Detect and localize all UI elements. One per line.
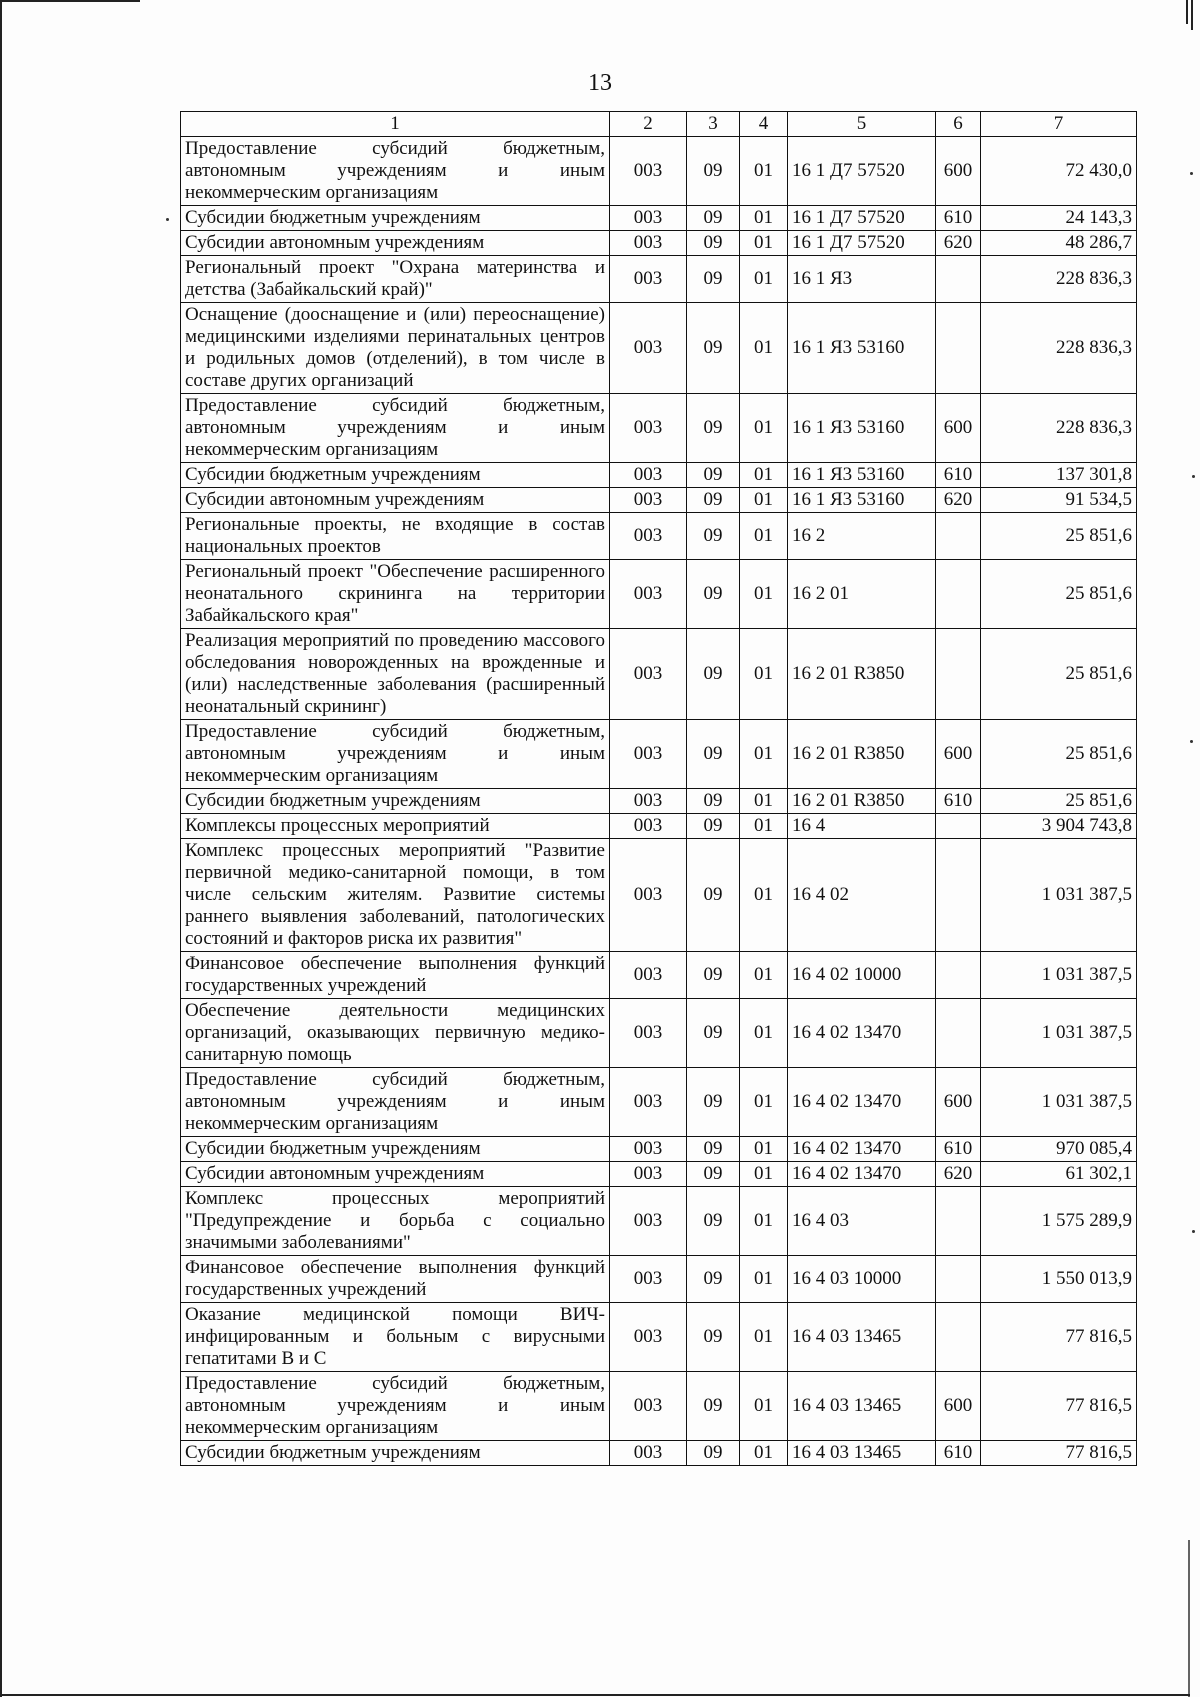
row-expense-type-cell: 600 <box>936 720 981 789</box>
row-subsection-cell: 01 <box>740 1137 788 1162</box>
row-name-cell: Предоставление субсидий бюджетным, автономным учреждениям и иным некоммерческим организациям <box>181 394 610 463</box>
table-row <box>181 1068 1137 1137</box>
row-expense-type-cell <box>936 560 981 629</box>
row-amount-cell: 24 143,3 <box>981 206 1137 231</box>
row-subsection-cell: 01 <box>740 952 788 999</box>
row-amount-cell: 1 031 387,5 <box>981 952 1137 999</box>
row-expense-type-cell: 610 <box>936 789 981 814</box>
scan-speck <box>1192 1230 1195 1233</box>
row-subsection-cell: 01 <box>740 629 788 720</box>
row-subsection-cell: 01 <box>740 488 788 513</box>
row-section-cell: 09 <box>687 999 740 1068</box>
row-name-cell: Субсидии автономным учреждениям <box>181 231 610 256</box>
table-row <box>181 256 1137 303</box>
row-amount-cell: 72 430,0 <box>981 137 1137 206</box>
row-expense-type-cell <box>936 814 981 839</box>
row-name-cell: Финансовое обеспечение выполнения функций государственных учреждений <box>181 1256 610 1303</box>
row-section-cell: 09 <box>687 1372 740 1441</box>
row-amount-cell: 91 534,5 <box>981 488 1137 513</box>
row-subsection-cell: 01 <box>740 789 788 814</box>
row-name-cell: Субсидии бюджетным учреждениям <box>181 1441 610 1466</box>
row-code-cell: 003 <box>610 952 687 999</box>
table-row <box>181 1162 1137 1187</box>
table-row <box>181 1441 1137 1466</box>
row-target-code-cell: 16 4 02 13470 <box>788 1068 936 1137</box>
table-row <box>181 629 1137 720</box>
row-subsection-cell: 01 <box>740 720 788 789</box>
row-name-cell: Региональный проект "Охрана материнства и детства (Забайкальский край)" <box>181 256 610 303</box>
row-expense-type-cell <box>936 1303 981 1372</box>
table-row <box>181 513 1137 560</box>
row-target-code-cell: 16 4 02 13470 <box>788 999 936 1068</box>
row-subsection-cell: 01 <box>740 814 788 839</box>
scan-speck <box>1190 172 1193 175</box>
table-row <box>181 839 1137 952</box>
row-section-cell: 09 <box>687 463 740 488</box>
table-row <box>181 137 1137 206</box>
table-row <box>181 1187 1137 1256</box>
row-expense-type-cell <box>936 629 981 720</box>
row-target-code-cell: 16 4 03 <box>788 1187 936 1256</box>
row-name-cell: Субсидии бюджетным учреждениям <box>181 206 610 231</box>
row-subsection-cell: 01 <box>740 513 788 560</box>
row-target-code-cell: 16 1 Я3 53160 <box>788 303 936 394</box>
row-code-cell: 003 <box>610 1137 687 1162</box>
row-subsection-cell: 01 <box>740 1068 788 1137</box>
table-row <box>181 1256 1137 1303</box>
row-target-code-cell: 16 2 01 R3850 <box>788 789 936 814</box>
row-name-cell: Комплексы процессных мероприятий <box>181 814 610 839</box>
row-amount-cell: 25 851,6 <box>981 789 1137 814</box>
row-section-cell: 09 <box>687 303 740 394</box>
row-code-cell: 003 <box>610 488 687 513</box>
row-code-cell: 003 <box>610 231 687 256</box>
row-target-code-cell: 16 4 <box>788 814 936 839</box>
row-amount-cell: 228 836,3 <box>981 394 1137 463</box>
row-target-code-cell: 16 2 01 R3850 <box>788 629 936 720</box>
row-target-code-cell: 16 1 Я3 53160 <box>788 488 936 513</box>
row-name-cell: Предоставление субсидий бюджетным, автономным учреждениям и иным некоммерческим организациям <box>181 137 610 206</box>
table-row <box>181 560 1137 629</box>
scan-border-left <box>0 0 2 1697</box>
row-name-cell: Реализация мероприятий по проведению массового обследования новорожденных на врожденные и (или) наследственные заболевания (расширенный неонатальный скрининг) <box>181 629 610 720</box>
row-code-cell: 003 <box>610 513 687 560</box>
row-section-cell: 09 <box>687 1068 740 1137</box>
row-expense-type-cell: 610 <box>936 1137 981 1162</box>
row-subsection-cell: 01 <box>740 463 788 488</box>
row-subsection-cell: 01 <box>740 256 788 303</box>
row-section-cell: 09 <box>687 720 740 789</box>
row-expense-type-cell: 600 <box>936 394 981 463</box>
row-section-cell: 09 <box>687 394 740 463</box>
table-row <box>181 1303 1137 1372</box>
row-name-cell: Оказание медицинской помощи ВИЧ-инфицированным и больным с вирусными гепатитами В и С <box>181 1303 610 1372</box>
table-body <box>181 137 1137 1466</box>
row-amount-cell: 48 286,7 <box>981 231 1137 256</box>
row-target-code-cell: 16 1 Я3 53160 <box>788 394 936 463</box>
row-name-cell: Оснащение (дооснащение и (или) переоснащение) медицинскими изделиями перинатальных центров и родильных домов (отделений), в том числе в составе других организаций <box>181 303 610 394</box>
row-code-cell: 003 <box>610 629 687 720</box>
row-target-code-cell: 16 4 02 <box>788 839 936 952</box>
table-row <box>181 999 1137 1068</box>
row-amount-cell: 1 550 013,9 <box>981 1256 1137 1303</box>
row-target-code-cell: 16 4 02 13470 <box>788 1162 936 1187</box>
row-target-code-cell: 16 1 Д7 57520 <box>788 231 936 256</box>
row-subsection-cell: 01 <box>740 1441 788 1466</box>
scan-border-right-2 <box>1191 0 1193 30</box>
row-section-cell: 09 <box>687 137 740 206</box>
row-amount-cell: 137 301,8 <box>981 463 1137 488</box>
row-subsection-cell: 01 <box>740 231 788 256</box>
row-name-cell: Обеспечение деятельности медицинских организаций, оказывающих первичную медико-санитарную помощь <box>181 999 610 1068</box>
scan-border-top <box>0 0 140 2</box>
row-section-cell: 09 <box>687 488 740 513</box>
row-expense-type-cell: 600 <box>936 137 981 206</box>
table-header-row <box>181 112 1137 137</box>
table-row <box>181 814 1137 839</box>
row-amount-cell: 77 816,5 <box>981 1372 1137 1441</box>
column-header: 4 <box>740 112 788 137</box>
row-target-code-cell: 16 1 Я3 53160 <box>788 463 936 488</box>
row-code-cell: 003 <box>610 1441 687 1466</box>
row-name-cell: Субсидии бюджетным учреждениям <box>181 463 610 488</box>
column-header: 2 <box>610 112 687 137</box>
row-amount-cell: 970 085,4 <box>981 1137 1137 1162</box>
row-amount-cell: 228 836,3 <box>981 256 1137 303</box>
row-amount-cell: 77 816,5 <box>981 1441 1137 1466</box>
table-row <box>181 789 1137 814</box>
row-code-cell: 003 <box>610 303 687 394</box>
row-expense-type-cell <box>936 952 981 999</box>
row-section-cell: 09 <box>687 1303 740 1372</box>
row-code-cell: 003 <box>610 1187 687 1256</box>
scan-border-bottom <box>0 1694 1190 1696</box>
row-section-cell: 09 <box>687 560 740 629</box>
row-section-cell: 09 <box>687 206 740 231</box>
row-code-cell: 003 <box>610 137 687 206</box>
row-code-cell: 003 <box>610 1303 687 1372</box>
row-subsection-cell: 01 <box>740 206 788 231</box>
row-amount-cell: 25 851,6 <box>981 629 1137 720</box>
row-name-cell: Субсидии автономным учреждениям <box>181 1162 610 1187</box>
row-subsection-cell: 01 <box>740 1256 788 1303</box>
row-expense-type-cell <box>936 1187 981 1256</box>
row-expense-type-cell <box>936 1256 981 1303</box>
row-section-cell: 09 <box>687 839 740 952</box>
row-name-cell: Предоставление субсидий бюджетным, автономным учреждениям и иным некоммерческим организациям <box>181 720 610 789</box>
table-row <box>181 463 1137 488</box>
row-expense-type-cell: 610 <box>936 206 981 231</box>
table-row <box>181 206 1137 231</box>
row-name-cell: Субсидии бюджетным учреждениям <box>181 1137 610 1162</box>
row-section-cell: 09 <box>687 513 740 560</box>
row-amount-cell: 77 816,5 <box>981 1303 1137 1372</box>
row-expense-type-cell <box>936 999 981 1068</box>
row-subsection-cell: 01 <box>740 394 788 463</box>
row-expense-type-cell: 600 <box>936 1372 981 1441</box>
column-header: 7 <box>981 112 1137 137</box>
row-target-code-cell: 16 2 <box>788 513 936 560</box>
table-row <box>181 1372 1137 1441</box>
column-header: 3 <box>687 112 740 137</box>
row-name-cell: Субсидии автономным учреждениям <box>181 488 610 513</box>
row-target-code-cell: 16 2 01 R3850 <box>788 720 936 789</box>
row-section-cell: 09 <box>687 231 740 256</box>
row-section-cell: 09 <box>687 629 740 720</box>
column-header: 5 <box>788 112 936 137</box>
table-row <box>181 1137 1137 1162</box>
row-subsection-cell: 01 <box>740 1372 788 1441</box>
row-expense-type-cell: 620 <box>936 488 981 513</box>
row-amount-cell: 1 031 387,5 <box>981 1068 1137 1137</box>
row-code-cell: 003 <box>610 560 687 629</box>
row-target-code-cell: 16 4 03 13465 <box>788 1372 936 1441</box>
page-number: 13 <box>588 70 612 96</box>
row-amount-cell: 61 302,1 <box>981 1162 1137 1187</box>
row-expense-type-cell <box>936 513 981 560</box>
row-name-cell: Предоставление субсидий бюджетным, автономным учреждениям и иным некоммерческим организациям <box>181 1068 610 1137</box>
row-target-code-cell: 16 4 03 13465 <box>788 1303 936 1372</box>
row-amount-cell: 1 031 387,5 <box>981 999 1137 1068</box>
row-section-cell: 09 <box>687 952 740 999</box>
table-row <box>181 952 1137 999</box>
row-expense-type-cell <box>936 256 981 303</box>
row-subsection-cell: 01 <box>740 1162 788 1187</box>
row-code-cell: 003 <box>610 720 687 789</box>
row-subsection-cell: 01 <box>740 839 788 952</box>
row-section-cell: 09 <box>687 789 740 814</box>
row-code-cell: 003 <box>610 463 687 488</box>
row-name-cell: Комплекс процессных мероприятий "Предупреждение и борьба с социально значимыми заболеваниями" <box>181 1187 610 1256</box>
row-section-cell: 09 <box>687 1187 740 1256</box>
row-expense-type-cell: 620 <box>936 231 981 256</box>
row-section-cell: 09 <box>687 1137 740 1162</box>
row-expense-type-cell: 610 <box>936 463 981 488</box>
row-amount-cell: 3 904 743,8 <box>981 814 1137 839</box>
table-row <box>181 303 1137 394</box>
row-target-code-cell: 16 4 03 13465 <box>788 1441 936 1466</box>
row-code-cell: 003 <box>610 999 687 1068</box>
row-code-cell: 003 <box>610 256 687 303</box>
row-name-cell: Субсидии бюджетным учреждениям <box>181 789 610 814</box>
row-section-cell: 09 <box>687 1162 740 1187</box>
row-target-code-cell: 16 4 03 10000 <box>788 1256 936 1303</box>
row-name-cell: Региональные проекты, не входящие в состав национальных проектов <box>181 513 610 560</box>
row-amount-cell: 1 575 289,9 <box>981 1187 1137 1256</box>
row-code-cell: 003 <box>610 206 687 231</box>
table-row <box>181 720 1137 789</box>
row-section-cell: 09 <box>687 1441 740 1466</box>
row-target-code-cell: 16 1 Я3 <box>788 256 936 303</box>
row-amount-cell: 25 851,6 <box>981 560 1137 629</box>
row-target-code-cell: 16 2 01 <box>788 560 936 629</box>
row-name-cell: Комплекс процессных мероприятий "Развитие первичной медико-санитарной помощи, в том числе сельским жителям. Развитие системы раннего выявления заболеваний, патологических состояний и факторов риска их развития" <box>181 839 610 952</box>
row-target-code-cell: 16 1 Д7 57520 <box>788 206 936 231</box>
row-amount-cell: 1 031 387,5 <box>981 839 1137 952</box>
row-name-cell: Предоставление субсидий бюджетным, автономным учреждениям и иным некоммерческим организациям <box>181 1372 610 1441</box>
table-row <box>181 488 1137 513</box>
scan-speck <box>1190 740 1193 743</box>
table-row <box>181 231 1137 256</box>
row-code-cell: 003 <box>610 789 687 814</box>
table-row <box>181 394 1137 463</box>
row-section-cell: 09 <box>687 814 740 839</box>
row-target-code-cell: 16 4 02 10000 <box>788 952 936 999</box>
row-code-cell: 003 <box>610 1372 687 1441</box>
row-expense-type-cell <box>936 839 981 952</box>
scan-edge-bottom-right <box>1188 1540 1190 1697</box>
row-subsection-cell: 01 <box>740 999 788 1068</box>
row-amount-cell: 228 836,3 <box>981 303 1137 394</box>
row-expense-type-cell: 610 <box>936 1441 981 1466</box>
row-code-cell: 003 <box>610 1162 687 1187</box>
row-code-cell: 003 <box>610 839 687 952</box>
column-header: 6 <box>936 112 981 137</box>
row-subsection-cell: 01 <box>740 137 788 206</box>
row-subsection-cell: 01 <box>740 1303 788 1372</box>
row-amount-cell: 25 851,6 <box>981 513 1137 560</box>
row-target-code-cell: 16 1 Д7 57520 <box>788 137 936 206</box>
row-expense-type-cell <box>936 303 981 394</box>
row-code-cell: 003 <box>610 394 687 463</box>
row-subsection-cell: 01 <box>740 1187 788 1256</box>
budget-table <box>180 111 1137 1466</box>
row-expense-type-cell: 620 <box>936 1162 981 1187</box>
row-section-cell: 09 <box>687 256 740 303</box>
row-code-cell: 003 <box>610 1256 687 1303</box>
column-header: 1 <box>181 112 610 137</box>
row-code-cell: 003 <box>610 814 687 839</box>
row-expense-type-cell: 600 <box>936 1068 981 1137</box>
row-name-cell: Региональный проект "Обеспечение расширенного неонатального скрининга на территории Забайкальского края" <box>181 560 610 629</box>
row-section-cell: 09 <box>687 1256 740 1303</box>
scan-speck <box>166 218 169 221</box>
row-amount-cell: 25 851,6 <box>981 720 1137 789</box>
scan-speck <box>1192 475 1195 478</box>
row-target-code-cell: 16 4 02 13470 <box>788 1137 936 1162</box>
row-code-cell: 003 <box>610 1068 687 1137</box>
row-subsection-cell: 01 <box>740 303 788 394</box>
scan-border-right <box>1186 0 1188 24</box>
row-name-cell: Финансовое обеспечение выполнения функций государственных учреждений <box>181 952 610 999</box>
row-subsection-cell: 01 <box>740 560 788 629</box>
